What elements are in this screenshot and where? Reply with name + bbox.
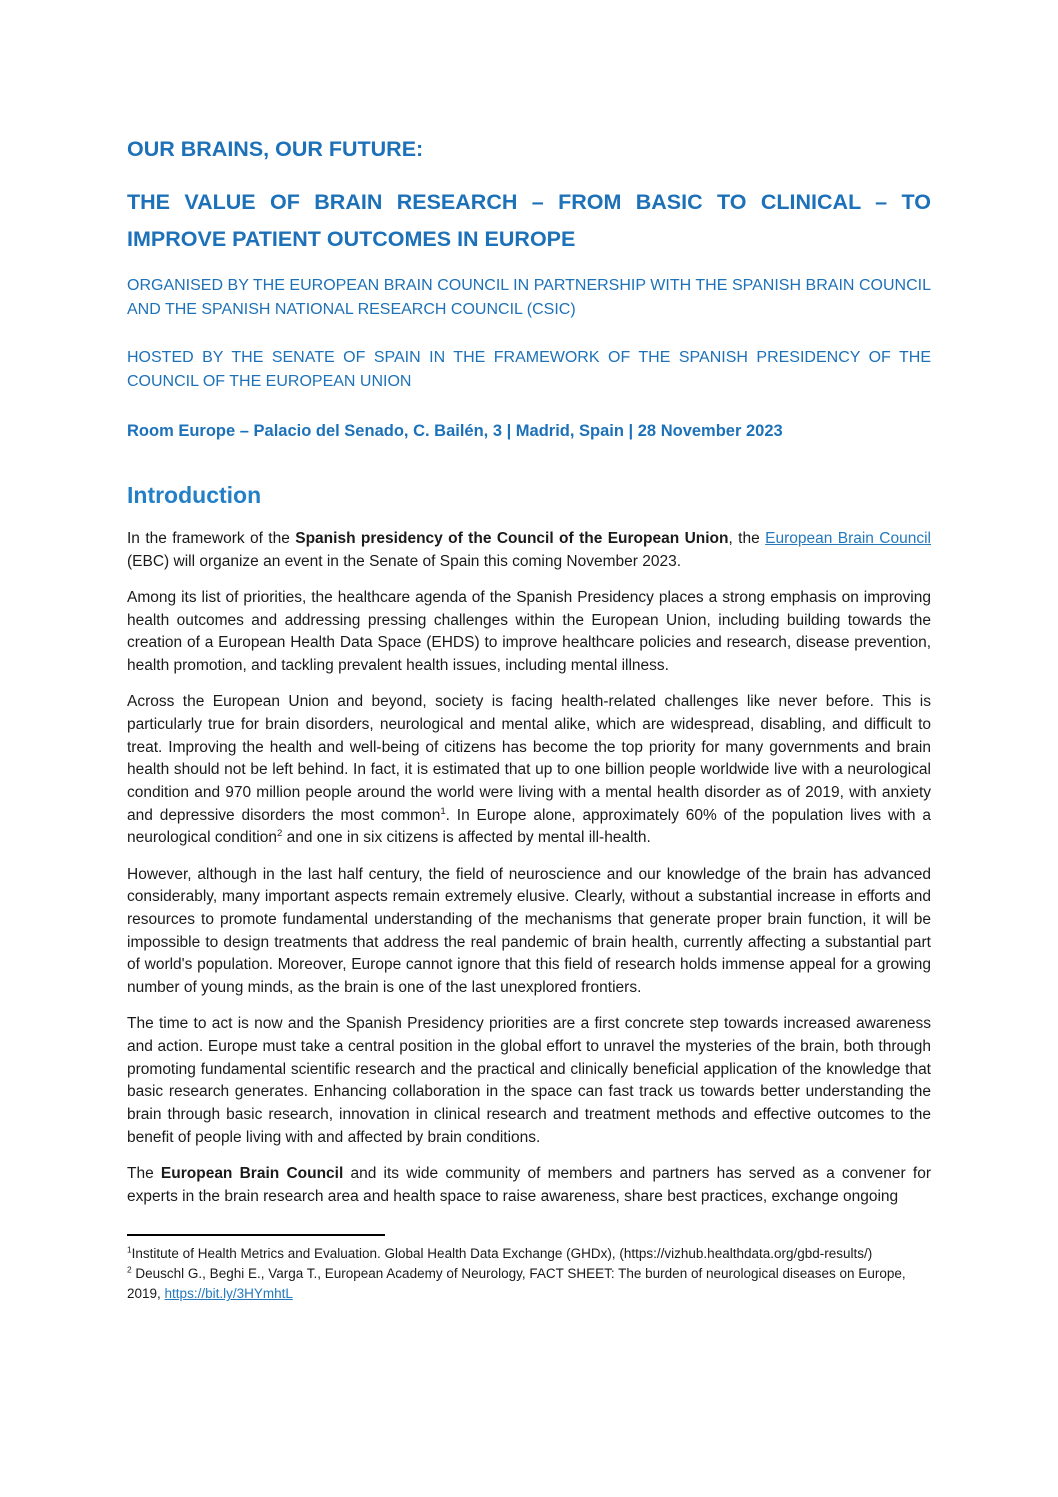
paragraph-bold-text: European Brain Council: [160, 1165, 344, 1183]
subtitle-hosted-by: HOSTED BY THE SENATE OF SPAIN IN THE FRAMEWORK OF THE SPANISH PRESIDENCY OF THE COUNCIL OF THE EUROPEAN UNION: [127, 349, 931, 390]
footnote-1: [127, 1244, 931, 1264]
paragraph-text: and its wide community of members and partners has served as a convener for experts in the brain research area and health space to raise awareness, share best practices, exchange ongoing: [127, 1165, 931, 1205]
document-title-block: [127, 131, 931, 258]
intro-paragraph-1: [127, 528, 931, 573]
subtitle-organised-by: ORGANISED BY THE EUROPEAN BRAIN COUNCIL IN PARTNERSHIP WITH THE SPANISH BRAIN COUNCIL AND THE SPANISH NATIONAL RESEARCH COUNCIL (CSIC): [127, 277, 931, 318]
footnote-reference-2: 2: [276, 828, 283, 840]
intro-paragraph-6: [127, 1163, 931, 1208]
paragraph-text: Across the European Union and beyond, society is facing health-related challenges like never before. This is particularly true for brain disorders, neurological and mental alike, which are widespread, disabling, and difficult to treat. Improving the health and well-being of citizens has become the top priority for many governments and brain health should not be left behind. In fact, it is estimated that up to one billion people worldwide live with a neurological condition and 970 million people around the world were living with a mental health disorder as of 2019, with anxiety and depressive disorders the most common: [127, 693, 931, 824]
european-brain-council-link[interactable]: European Brain Council: [765, 530, 932, 547]
paragraph-text: The: [127, 1165, 161, 1183]
footnote-2-marker: 2: [127, 1264, 132, 1275]
paragraph-text: In the framework of the: [127, 530, 296, 547]
footnote-1-marker: 1: [127, 1244, 132, 1255]
paragraph-text: . In Europe alone, approximately 60% of the population lives with a neurological condition: [127, 806, 931, 847]
footnote-2-link[interactable]: https://bit.ly/3HYmhtL: [164, 1286, 293, 1302]
document-title-line1: OUR BRAINS, OUR FUTURE:: [127, 137, 424, 161]
footnote-1-text: Institute of Health Metrics and Evaluation. Global Health Data Exchange (GHDx), (https://vizhub.healthdata.org/gbd-results/): [131, 1246, 873, 1262]
paragraph-text: and one in six citizens is affected by mental ill-health.: [282, 829, 651, 847]
footnote-2: [127, 1264, 931, 1304]
footnote-reference-1: 1: [440, 805, 446, 817]
footnote-separator: [127, 1234, 385, 1236]
document-title-line2: THE VALUE OF BRAIN RESEARCH – FROM BASIC TO CLINICAL – TO IMPROVE PATIENT OUTCOMES IN EUROPE: [127, 190, 931, 251]
footnote-2-text: Deuschl G., Beghi E., Varga T., European Academy of Neurology, FACT SHEET: The burden of neurological diseases on Europe, 2019,: [127, 1266, 906, 1302]
paragraph-text: , the: [728, 530, 766, 547]
paragraph-text: (EBC) will organize an event in the Senate of Spain this coming November 2023.: [127, 552, 681, 570]
intro-paragraph-4: However, although in the last half century, the field of neuroscience and our knowledge of the brain has advanced considerably, many important aspects remain extremely elusive. Clearly, without a substantial increase in efforts and resources to promote fundamental understanding of the mechanisms that generate proper brain function, it will be impossible to design treatments that address the real pandemic of brain health, currently affecting a substantial part of world's population. Moreover, Europe cannot ignore that this field of research holds immense appeal for a growing number of young minds, as the brain is one of the last unexplored frontiers.: [127, 865, 931, 997]
paragraph-bold-text: Spanish presidency of the Council of the European Union: [295, 530, 729, 547]
venue-date-line: Room Europe – Palacio del Senado, C. Bailén, 3 | Madrid, Spain | 28 November 2023: [127, 422, 783, 440]
section-heading-introduction: Introduction: [127, 482, 262, 508]
intro-paragraph-5: The time to act is now and the Spanish Presidency priorities are a first concrete step towards increased awareness and action. Europe must take a central position in the global effort to unravel the mysteries of the brain, both through promoting fundamental scientific research and the practical and clinically beneficial application of the knowledge that basic research generates. Enhancing collaboration in the space can fast track us towards better understanding the brain through basic research, innovation in clinical research and treatment methods and effective outcomes to the benefit of people living with and affected by brain conditions.: [127, 1015, 931, 1146]
intro-paragraph-2: Among its list of priorities, the healthcare agenda of the Spanish Presidency places a strong emphasis on improving health outcomes and addressing pressing challenges within the European Union, including building towards the creation of a European Health Data Space (EHDS) to improve healthcare policies and research, disease prevention, health promotion, and tackling prevalent health issues, including mental illness.: [127, 588, 931, 675]
intro-paragraph-3: [127, 691, 931, 850]
